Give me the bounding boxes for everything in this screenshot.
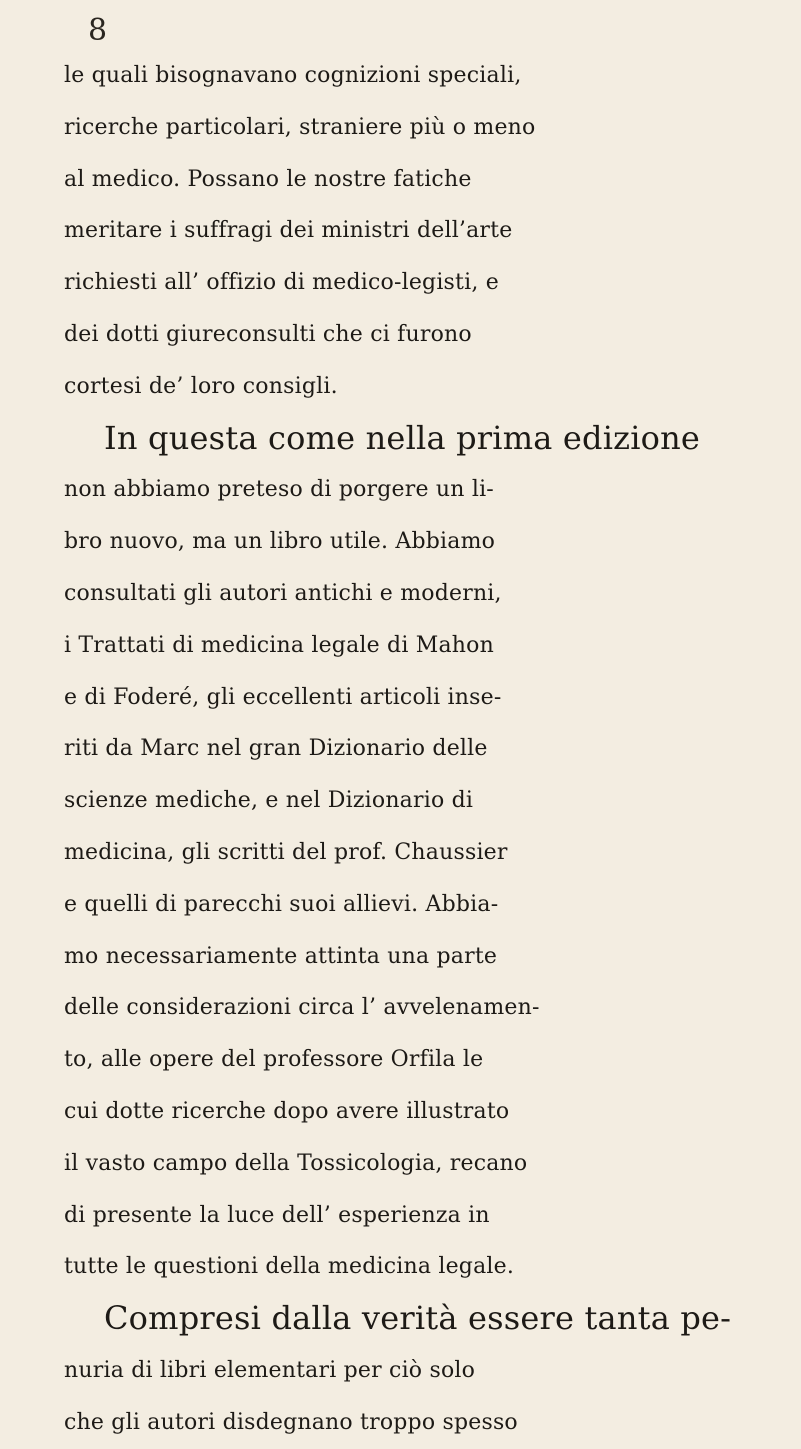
text-line: consultati gli autori antichi e moderni, — [64, 580, 502, 606]
text-line: e quelli di parecchi suoi allievi. Abbia- — [64, 891, 499, 917]
text-line: delle considerazioni circa l’ avvelenamen- — [64, 995, 540, 1021]
text-line: i Trattati di medicina legale di Mahon — [64, 632, 494, 658]
text-line: di presente la luce dell’ esperienza in — [64, 1202, 490, 1228]
text-line: le quali bisognavano cognizioni speciali, — [64, 63, 522, 88]
text-line: cortesi de’ loro consigli. — [64, 373, 338, 399]
body-text — [64, 50, 784, 1449]
text-line: meritare i suffragi dei ministri dell’arte — [64, 218, 513, 244]
text-line: bro nuovo, ma un libro utile. Abbiamo — [64, 529, 496, 555]
page-number: 8 — [88, 13, 108, 48]
text-line: richiesti all’ offizio di medico-legisti, e — [64, 270, 499, 296]
text-line: riti da Marc nel gran Dizionario delle — [64, 736, 488, 762]
text-line: cui dotte ricerche dopo avere illustrato — [64, 1098, 510, 1124]
text-line: che gli autori disdegnano troppo spesso — [64, 1409, 518, 1435]
text-line: to, alle opere del professore Orfila le — [64, 1047, 484, 1073]
text-line: ricerche particolari, straniere più o meno — [64, 114, 536, 140]
text-line: al medico. Possano le nostre fatiche — [64, 166, 472, 192]
text-line: tutte le questioni della medicina legale. — [64, 1254, 515, 1280]
text-line: e di Foderé, gli eccellenti articoli inse- — [64, 684, 502, 710]
text-line: non abbiamo preteso di porgere un li- — [64, 477, 494, 503]
text-line: il vasto campo della Tossicologia, recano — [64, 1150, 528, 1176]
text-line: scienze mediche, e nel Dizionario di — [64, 788, 474, 814]
paragraph-first-line: In questa come nella prima edizione — [104, 418, 701, 457]
text-line: mo necessariamente attinta una parte — [64, 943, 498, 969]
paragraph-first-line: Compresi dalla verità essere tanta pe- — [104, 1299, 732, 1338]
text-line: nuria di libri elementari per ciò solo — [64, 1357, 476, 1383]
text-line: dei dotti giureconsulti che ci furono — [64, 321, 472, 347]
text-line: medicina, gli scritti del prof. Chaussier — [64, 839, 508, 865]
